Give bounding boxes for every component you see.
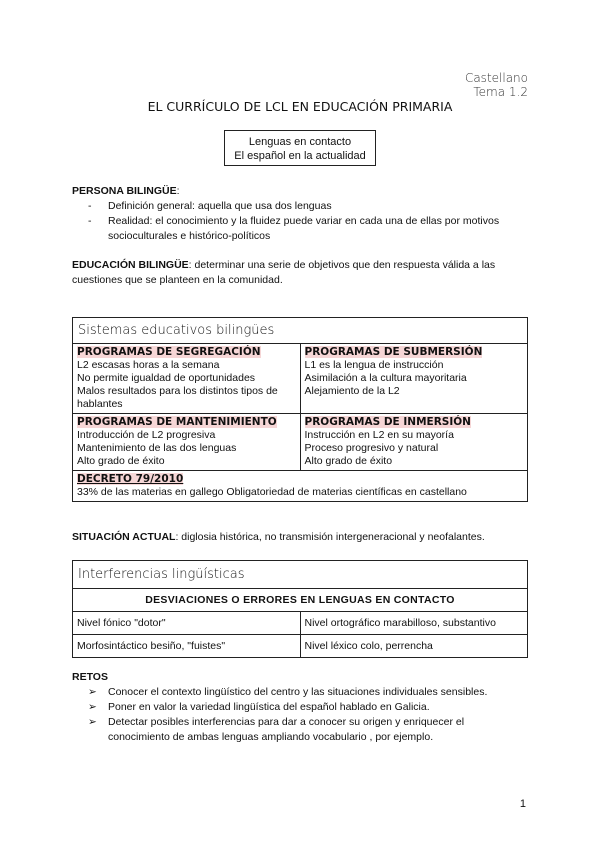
educacion-bilingue-label: EDUCACIÓN BILINGÜE [72,259,189,271]
educacion-bilingue-text: : determinar una serie de objetivos que den respuesta válida a las cuestiones que se planteen en la comunidad. [72,259,496,286]
topic-line-1: Lenguas en contacto [248,136,352,148]
persona-bilingue-list [72,199,528,244]
inmersion-cell: PROGRAMAS DE INMERSIÓN Instrucción en L2 en su mayoría Proceso progresivo y natural Alto grado de éxito [300,414,528,471]
dash-marker: - [88,215,92,227]
subject-label: Castellano [464,71,528,85]
sistemas-title: Sistemas educativos bilingües [73,318,528,344]
list-item: ➢ Conocer el contexto lingüístico del centro y las situaciones individuales sensibles. [88,686,488,698]
table-cell: Nivel ortográfico marabilloso, substantivo [300,612,528,635]
submersion-cell: PROGRAMAS DE SUBMERSIÓN L1 es la lengua de instrucción Asimilación a la cultura mayoritaria Alejamiento de la L2 [300,344,528,414]
decreto-cell [73,471,528,502]
persona-bilingue-label: PERSONA BILINGÜE [72,185,177,197]
mantenimiento-cell: PROGRAMAS DE MANTENIMIENTO Introducción de L2 progresiva Mantenimiento de las dos lenguas Alto grado de éxito [73,414,301,471]
educacion-bilingue-section [72,258,528,288]
list-item: ➢ Poner en valor la variedad lingüística del español hablado en Galicia. [88,701,430,713]
interferencias-table [72,560,528,658]
arrow-marker-icon: ➢ [88,686,97,698]
list-item: ➢ Detectar posibles interferencias para dar a conocer su origen y enriquecer el conocimiento de ambas lenguas ampliando vocabulario , por ejemplo. [88,716,465,743]
topic-line-2: El español en la actualidad [234,150,366,162]
header-corner [465,71,528,99]
situacion-actual-section [72,530,528,545]
retos-list [72,685,528,745]
arrow-marker-icon: ➢ [88,701,97,713]
interferencias-subheading: DESVIACIONES O ERRORES EN LENGUAS EN CONTACTO [73,589,528,612]
mantenimiento-heading: PROGRAMAS DE MANTENIMIENTO [77,416,277,428]
sistemas-table [72,317,528,502]
list-item: - Definición general: aquella que usa dos lenguas [88,200,332,212]
topic-label: Tema 1.2 [473,85,528,99]
table-cell: Nivel fónico "dotor" [73,612,301,635]
table-cell: Morfosintáctico besiño, "fuistes" [73,635,301,658]
persona-bilingue-section [72,184,528,244]
situacion-actual-text: : diglosia histórica, no transmisión intergeneracional y neofalantes. [175,531,485,543]
arrow-marker-icon: ➢ [88,716,97,728]
decreto-heading: DECRETO 79/2010 [77,473,184,485]
list-item: - Realidad: el conocimiento y la fluidez puede variar en cada una de ellas por motivos socioculturales e histórico-políticos [88,215,500,242]
persona-bilingue-colon: : [176,185,180,197]
decreto-text: 33% de las materias en gallego Obligatoriedad de materias científicas en castellano [77,486,467,498]
dash-marker: - [88,200,92,212]
segregacion-heading: PROGRAMAS DE SEGREGACIÓN [77,346,261,358]
retos-label: RETOS [72,671,108,683]
submersion-heading: PROGRAMAS DE SUBMERSIÓN [304,346,483,358]
table-cell: Nivel léxico colo, perrencha [300,635,528,658]
segregacion-cell: PROGRAMAS DE SEGREGACIÓN L2 escasas horas a la semana No permite igualdad de oportunidades Malos resultados para los distintos tipos de hablantes [73,344,301,414]
page-number: 1 [519,798,526,810]
interferencias-title: Interferencias lingüísticas [73,561,528,589]
page-title: EL CURRÍCULO DE LCL EN EDUCACIÓN PRIMARIA [147,99,453,114]
situacion-actual-label: SITUACIÓN ACTUAL [72,531,176,543]
retos-section [72,670,528,745]
inmersion-heading: PROGRAMAS DE INMERSIÓN [304,416,471,428]
topic-box [224,130,376,166]
